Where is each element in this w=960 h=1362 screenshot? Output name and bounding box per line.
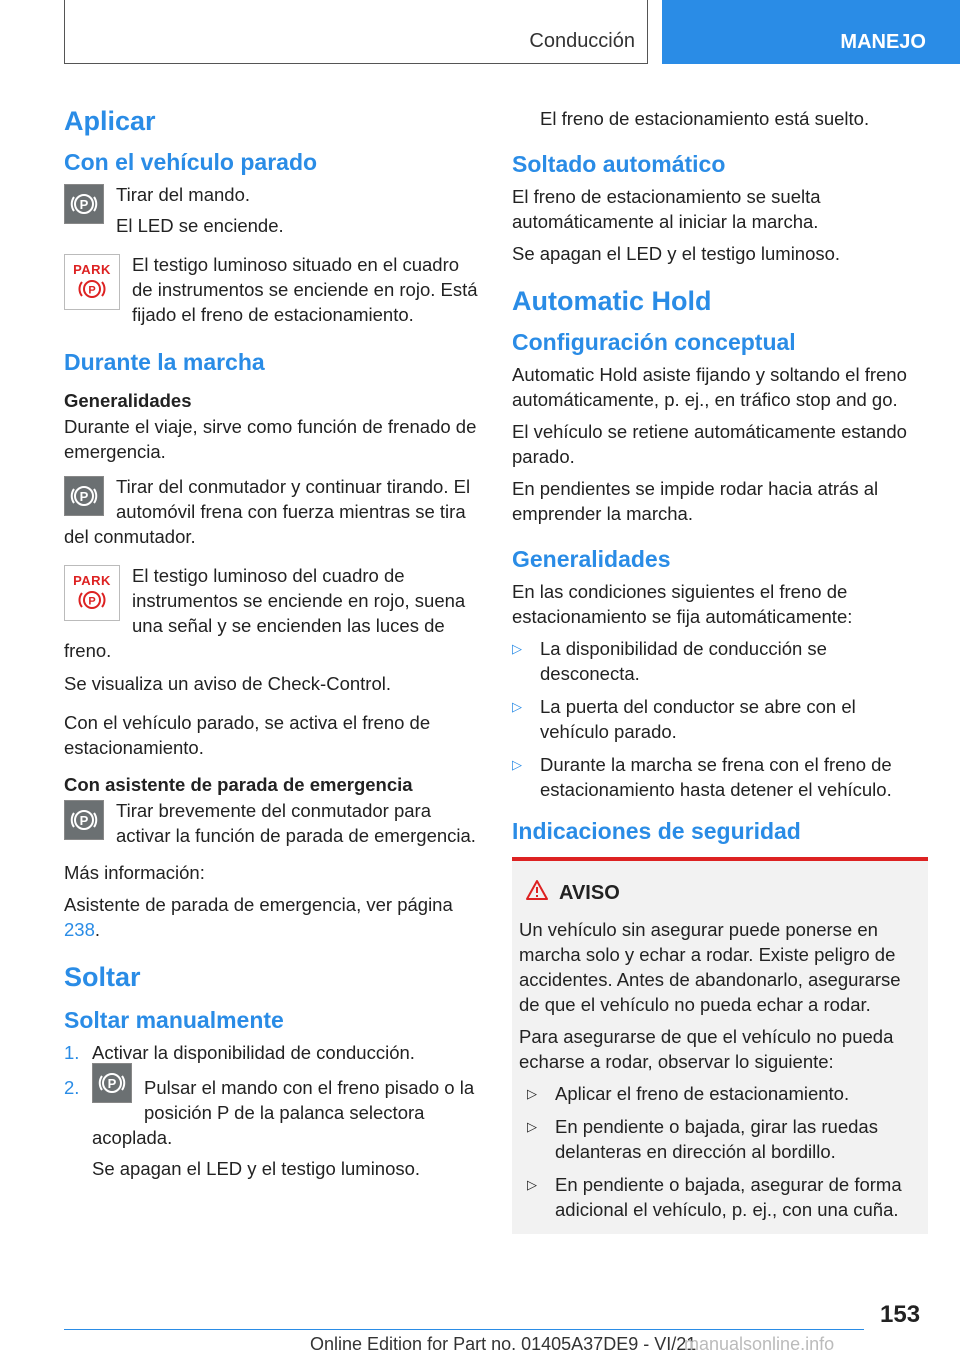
triangle-bullet-icon: ▷ [527, 1177, 537, 1192]
triangle-bullet-icon: ▷ [512, 699, 522, 714]
footer-edition: Online Edition for Part no. 01405A37DE9 - VI/21 [310, 1334, 697, 1354]
list-number: 2. [64, 1077, 80, 1098]
marcha-park-row [64, 563, 484, 663]
marcha-step-text: Tirar del conmutador y continuar tirando. El automóvil frena con fuerza mientras se tira del conmutador. [64, 476, 471, 547]
header-section: Conducción [529, 30, 635, 52]
park-warning-lamp-icon [64, 565, 120, 621]
list-item [512, 752, 928, 802]
svg-text:P: P [79, 197, 89, 212]
list-number: 1. [64, 1042, 80, 1063]
header-box [64, 0, 648, 64]
svg-text:P: P [88, 284, 96, 297]
marcha-park-text: El testigo luminoso del cuadro de instrumentos se enciende en rojo, suena una señal y se encienden las luces de freno. [64, 565, 466, 661]
list-item [527, 1172, 920, 1222]
warning-box [512, 857, 928, 1234]
warning-label: AVISO [559, 881, 620, 904]
warning-text1: Un vehículo sin asegurar puede ponerse en marcha solo y echar a rodar. Existe peligro de accidentes. Antes de abandonarlo, asegurarse de que el vehículo no pueda echar a rodar. [519, 919, 901, 1015]
svg-text:P: P [79, 489, 89, 504]
parking-brake-switch-icon [64, 476, 104, 516]
list-item [64, 1075, 484, 1188]
park-label: PARK [73, 262, 111, 277]
asistente-step-text: Tirar brevemente del conmutador para activar la función de parada de emergencia. [116, 800, 476, 846]
suelto-text: El freno de estacionamiento está suelto. [540, 108, 870, 129]
list-item [512, 694, 928, 744]
triangle-bullet-icon: ▷ [527, 1119, 537, 1134]
ver-pagina-post: . [94, 919, 101, 940]
parking-brake-switch-icon [64, 800, 104, 840]
footer-watermark: manualsonline.info [684, 1334, 835, 1354]
marcha-heading: Durante la marcha [64, 349, 265, 375]
soltar-heading: Soltar [64, 962, 141, 992]
bullet-text: La disponibilidad de conducción se desconecta. [540, 638, 827, 684]
asistente-label: Con asistente de parada de emergencia [64, 774, 413, 795]
svg-text:P: P [107, 1076, 117, 1091]
page-238-link[interactable]: 238 [64, 919, 95, 940]
parado-park-text: El testigo luminoso situado en el cuadro de instrumentos se enciende en rojo. Está fijado el freno de estacionamiento. [132, 254, 478, 325]
list-text: Activar la disponibilidad de conducción. [92, 1042, 415, 1063]
soltado-heading: Soltado automático [512, 151, 726, 177]
page-number: 153 [880, 1301, 921, 1328]
parado-heading: Con el vehículo parado [64, 149, 318, 175]
triangle-bullet-icon: ▷ [512, 641, 522, 656]
footer-divider [64, 1329, 864, 1330]
list-item [64, 1040, 484, 1065]
generalidades-right-text: En las condiciones siguientes el freno de estacionamiento se fija automáticamente: [512, 581, 853, 627]
ver-pagina-pre: Asistente de parada de emergencia, ver página [64, 894, 453, 915]
svg-text:P: P [79, 813, 89, 828]
list-text: Pulsar el mando con el freno pisado o la posición P de la palanca selectora acoplada. [92, 1077, 475, 1148]
config-text2: El vehículo se retiene automáticamente estando parado. [512, 421, 907, 467]
parking-brake-switch-icon [92, 1063, 132, 1103]
list-after-text: Se apagan el LED y el testigo luminoso. [92, 1158, 421, 1179]
list-item [512, 636, 928, 686]
soltado-text2: Se apagan el LED y el testigo luminoso. [512, 243, 841, 264]
bullet-text: Aplicar el freno de estacionamiento. [555, 1083, 850, 1104]
mas-info: Más información: [64, 862, 205, 883]
warning-triangle-icon [525, 879, 549, 907]
seguridad-heading: Indicaciones de seguridad [512, 818, 801, 844]
park-warning-lamp-icon [64, 254, 120, 310]
warning-title [519, 879, 920, 907]
list-item [527, 1114, 920, 1164]
hold-heading: Automatic Hold [512, 286, 712, 316]
soltado-text1: El freno de estacionamiento se suelta automáticamente al iniciar la marcha. [512, 186, 821, 232]
generalidades-text: Durante el viaje, sirve como función de frenado de emergencia. [64, 416, 477, 462]
warning-text2: Para asegurarse de que el vehículo no pueda echarse a rodar, observar lo siguiente: [519, 1026, 894, 1072]
parado-park-row [64, 252, 484, 327]
asistente-row [64, 798, 484, 848]
parado-step1: Tirar del mando. [116, 184, 251, 205]
parking-brake-switch-icon [64, 184, 104, 224]
list-icon-row [92, 1075, 484, 1150]
soltar-manual-heading: Soltar manualmente [64, 1007, 284, 1033]
svg-text:P: P [88, 595, 96, 608]
park-label: PARK [73, 573, 111, 588]
generalidades-label: Generalidades [64, 390, 192, 411]
config-text3: En pendientes se impide rodar hacia atrás al emprender la marcha. [512, 478, 879, 524]
checkcontrol-text: Se visualiza un aviso de Check-Control. [64, 673, 391, 694]
parado-step2: El LED se enciende. [116, 215, 284, 236]
aplicar-heading: Aplicar [64, 106, 156, 136]
marcha-step-row [64, 474, 484, 549]
parado-activa-text: Con el vehículo parado, se activa el freno de estacionamiento. [64, 712, 431, 758]
triangle-bullet-icon: ▷ [512, 757, 522, 772]
ver-pagina [64, 892, 484, 942]
config-heading: Configuración conceptual [512, 329, 796, 355]
parado-step [64, 182, 484, 238]
header-tab [662, 0, 960, 64]
generalidades-heading: Generalidades [512, 546, 671, 572]
bullet-text: En pendiente o bajada, girar las ruedas delanteras en dirección al bordillo. [555, 1116, 878, 1162]
bullet-text: La puerta del conductor se abre con el vehículo parado. [540, 696, 856, 742]
bullet-text: En pendiente o bajada, asegurar de forma adicional el vehículo, p. ej., con una cuña. [555, 1174, 902, 1220]
config-text1: Automatic Hold asiste fijando y soltando el freno automáticamente, p. ej., en tráfico stop and go. [512, 364, 907, 410]
header-tab-label: MANEJO [840, 31, 926, 53]
list-item [527, 1081, 920, 1106]
triangle-bullet-icon: ▷ [527, 1086, 537, 1101]
left-column [64, 96, 484, 1196]
right-column [512, 106, 928, 1234]
bullet-text: Durante la marcha se frena con el freno de estacionamiento hasta detener el vehículo. [540, 754, 892, 800]
